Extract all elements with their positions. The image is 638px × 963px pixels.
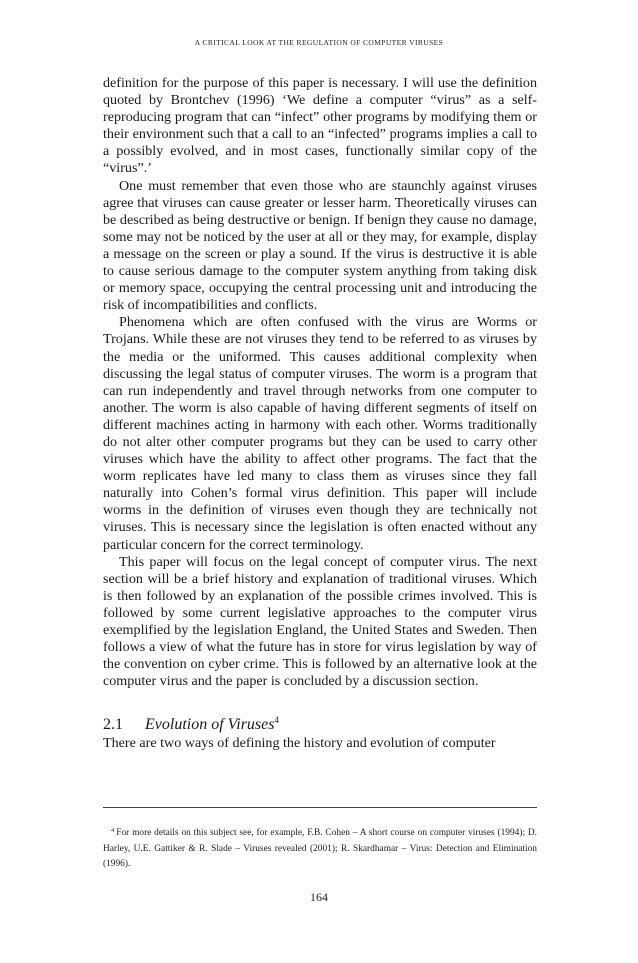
body-text xyxy=(103,75,537,752)
paragraph-virus-harm: One must remember that even those who are staunchly against viruses agree that viruses can cause greater or lesser harm. Theoretically viruses can be described as being destructive or benign. If benign they cause no damage, some may not be noticed by the user at all or they may, for example, display a message on the screen or play a sound. If the virus is destructive it is able to cause serious damage to the computer system anything from taking disk or memory space, occupying the central processing unit and introducing the risk of incompatibilities and conflicts. xyxy=(103,177,537,314)
section-title: Evolution of Viruses xyxy=(145,716,275,734)
footnote-mark: 4 xyxy=(111,827,115,834)
paragraph-worms-trojans: Phenomena which are often confused with the virus are Worms or Trojans. While these are not viruses they tend to be referred to as viruses by the media or the uniformed. This causes additional complexity when discussing the legal status of computer viruses. The worm is a program that can run independently and travel through networks from one computer to another. The worm is also capable of having different segments of itself on different machines acting in harmony with each other. Worms traditionally do not alter other computer programs but they can be used to carry other viruses which have the ability to affect other programs. The fact that the worm replicates have led many to class them as viruses since they fall naturally into Cohen’s formal virus definition. This paper will include worms in the definition of viruses even though they are technically not viruses. This is necessary since the legislation is often enacted without any particular concern for the correct terminology. xyxy=(103,314,537,553)
paragraph-after-heading: There are two ways of defining the history and evolution of computer xyxy=(103,735,496,752)
footnote-text: For more details on this subject see, for example, F.B. Cohen – A short course on computer viruses (1994); D. Harley, U.E. Gattiker & R. Slade – Viruses revealed (2001); R. Skardhamar – Virus: Detection and Elimination (1996). xyxy=(103,828,537,869)
footnote xyxy=(103,823,537,873)
footnote-reference: 4 xyxy=(274,715,279,726)
page-number: 164 xyxy=(310,890,328,904)
footnote-rule xyxy=(103,807,537,808)
section-number: 2.1 xyxy=(103,716,123,734)
paragraph-continued: definition for the purpose of this paper is necessary. I will use the definition quoted by Brontchev (1996) ‘We define a computer “virus” as a self-reproducing program that can “infect” other programs by modifying them or their environment such that a call to an “infected” programs implies a call to a possibly evolved, and in most cases, functionally similar copy of the “virus”.’ xyxy=(103,75,537,177)
running-head: A CRITICAL LOOK AT THE REGULATION OF COMPUTER VIRUSES xyxy=(194,38,444,47)
paragraph-paper-outline: This paper will focus on the legal concept of computer virus. The next section will be a brief history and explanation of traditional viruses. Which is then followed by an explanation of the possible crimes involved. This is followed by some current legislative approaches to the computer virus exemplified by the legislation England, the United States and Sweden. Then follows a view of what the future has in store for virus legislation by way of the convention on cyber crime. This is followed by an alternative look at the computer virus and the paper is concluded by a discussion section. xyxy=(103,553,537,690)
section-heading xyxy=(103,710,537,735)
